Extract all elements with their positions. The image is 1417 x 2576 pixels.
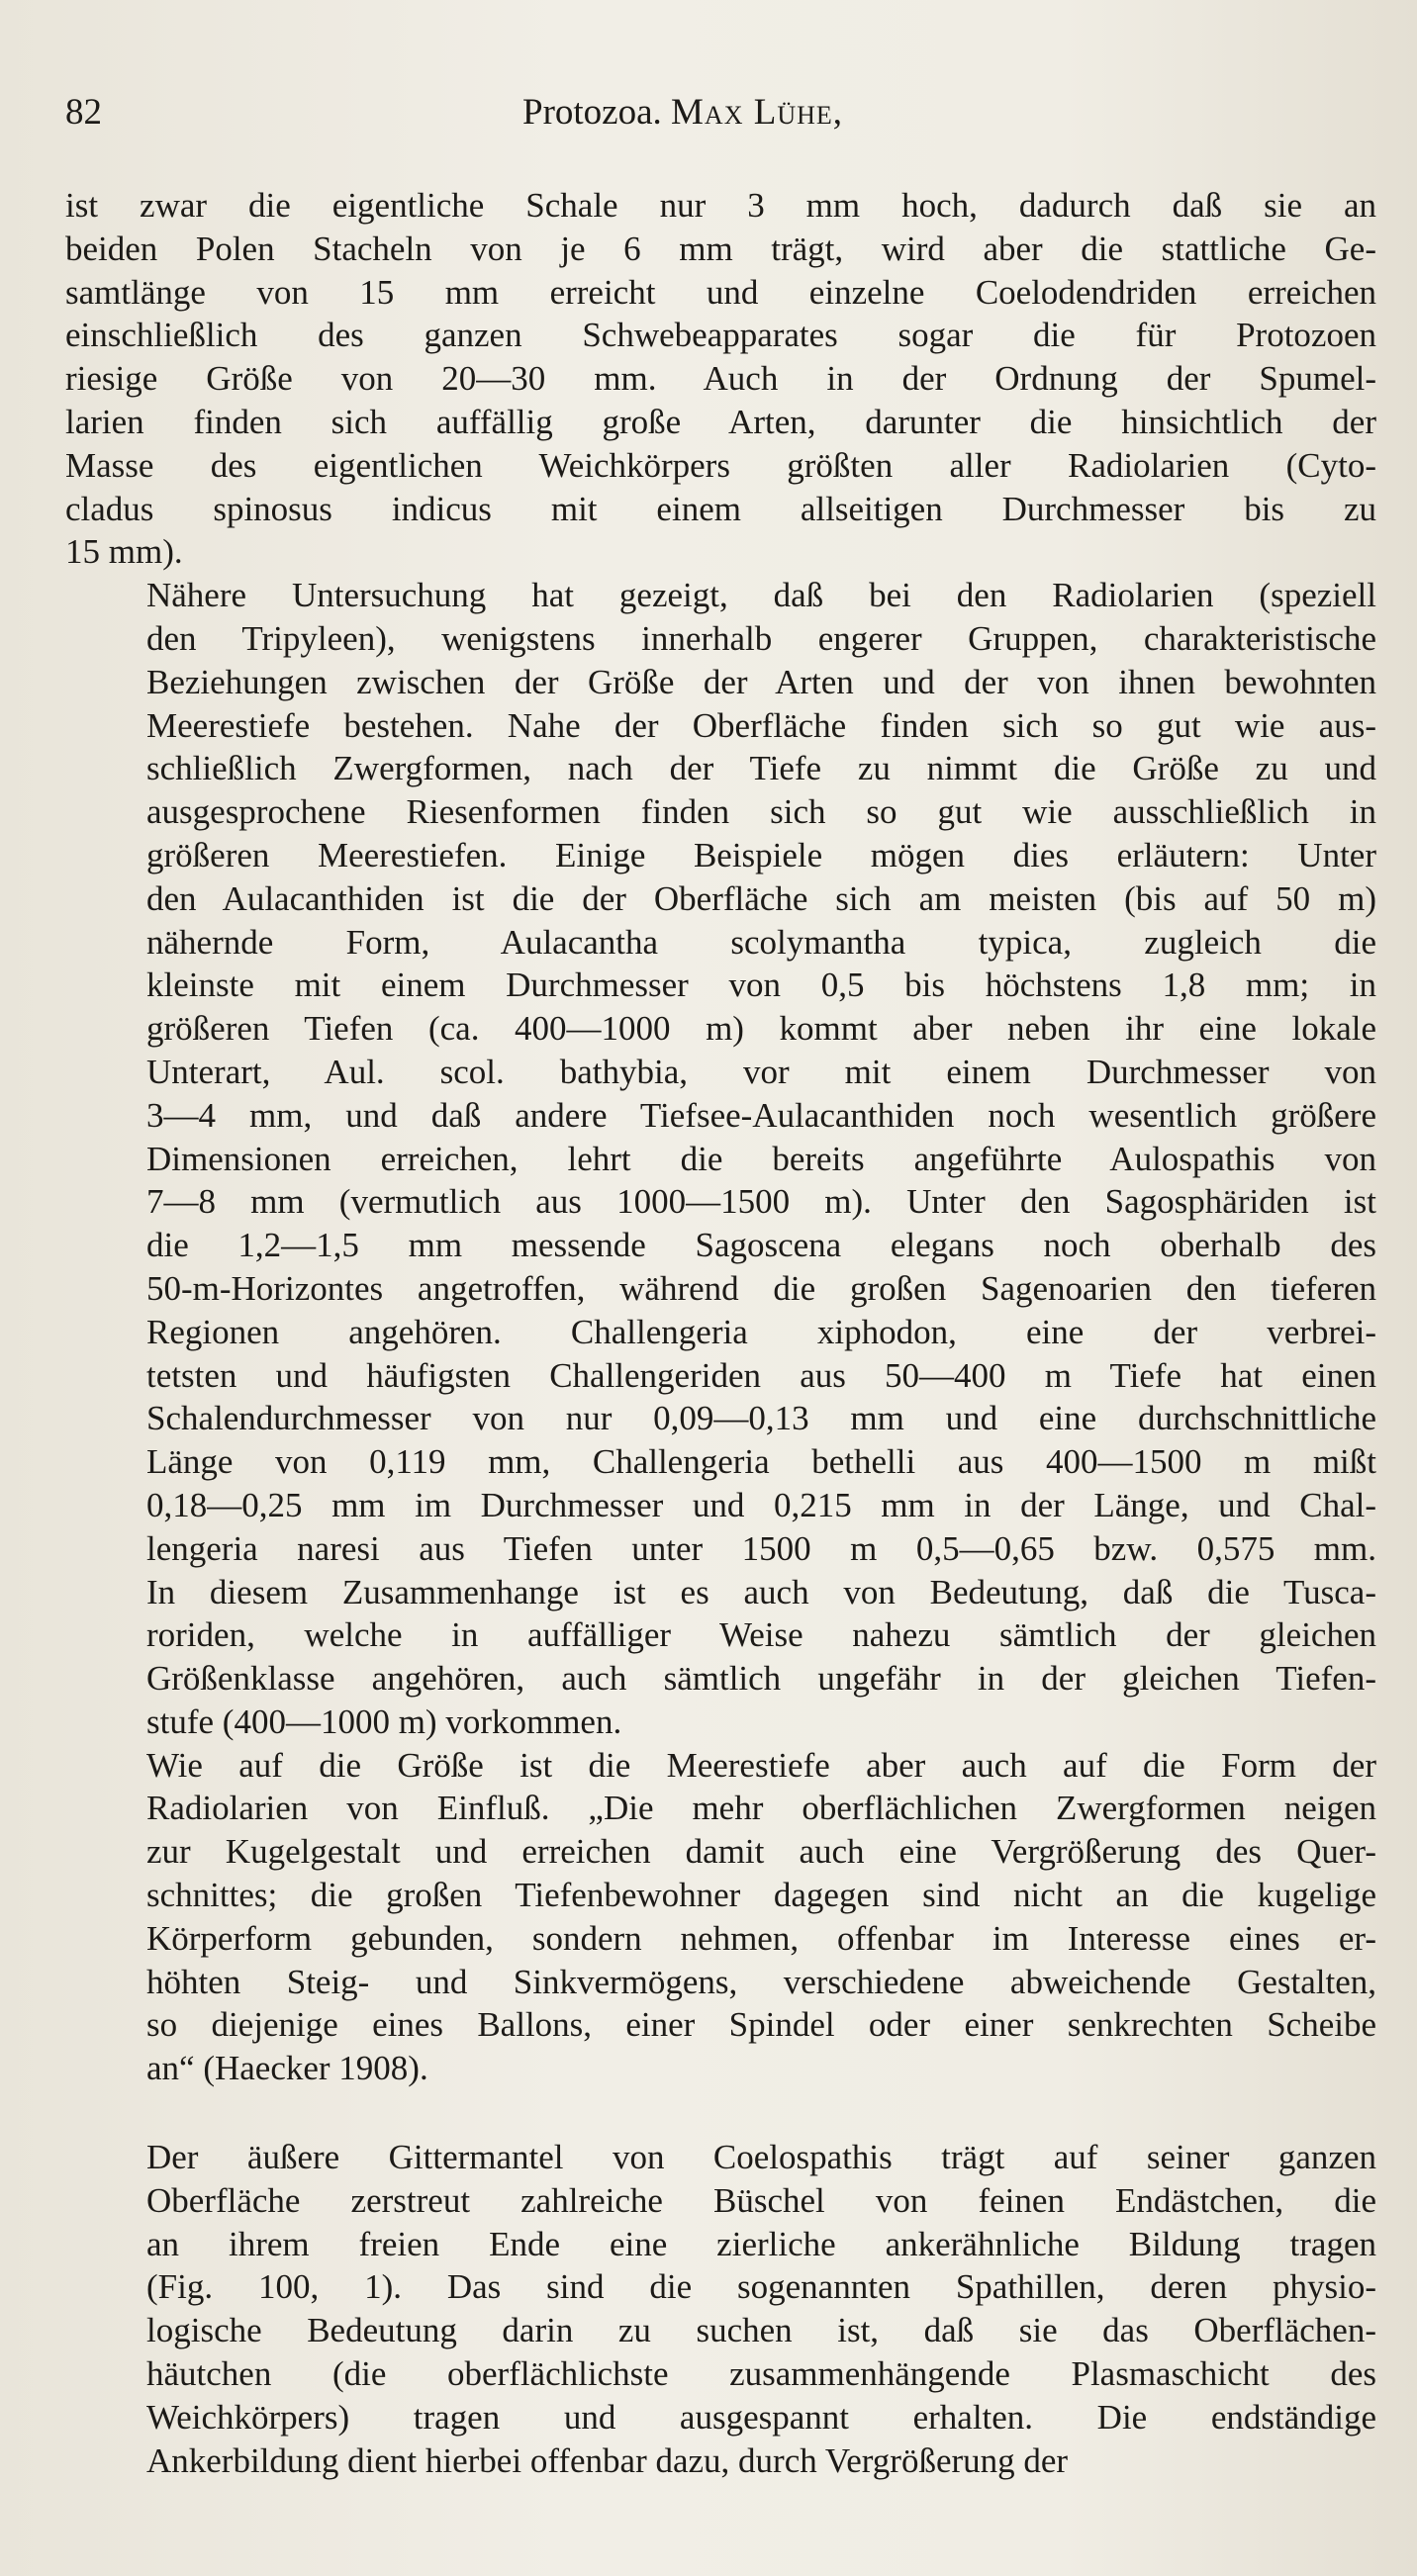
text-line: 3—4 mm, und daß andere Tiefsee-Aulacanthiden noch wesentlich größere xyxy=(146,1095,1376,1135)
text-line: 15 mm). xyxy=(65,532,183,572)
text-line: Nähere Untersuchung hat gezeigt, daß bei den Radiolarien (speziell xyxy=(146,576,1376,615)
paragraph-3 xyxy=(65,1744,1376,2090)
text-line: samtlänge von 15 mm erreicht und einzelne Coelodendriden erreichen xyxy=(65,272,1376,312)
text-line: Masse des eigentlichen Weichkörpers größten aller Radiolarien (Cyto- xyxy=(65,445,1376,485)
text-line: 7—8 mm (vermutlich aus 1000—1500 m). Unter den Sagosphäriden ist xyxy=(146,1182,1376,1222)
text-line: Unterart, Aul. scol. bathybia, vor mit einem Durchmesser von xyxy=(146,1052,1376,1091)
text-line: 0,18—0,25 mm im Durchmesser und 0,215 mm in der Länge, und Chal- xyxy=(146,1485,1376,1524)
text-line: größeren Meerestiefen. Einige Beispiele mögen dies erläutern: Unter xyxy=(146,835,1376,874)
text-line: 50-m-Horizontes angetroffen, während die großen Sagenoarien den tieferen xyxy=(146,1268,1376,1308)
text-line: Meerestiefe bestehen. Nahe der Oberfläche finden sich so gut wie aus- xyxy=(146,705,1376,745)
page-number: 82 xyxy=(65,92,102,133)
text-line: Länge von 0,119 mm, Challengeria bethelli aus 400—1500 m mißt xyxy=(146,1442,1376,1482)
text-line: größeren Tiefen (ca. 400—1000 m) kommt aber neben ihr eine lokale xyxy=(146,1009,1376,1049)
text-line: logische Bedeutung darin zu suchen ist, daß sie das Oberflächen- xyxy=(146,2311,1376,2350)
text-line: stufe (400—1000 m) vorkommen. xyxy=(146,1702,622,1741)
text-line: den Aulacanthiden ist die der Oberfläche sich am meisten (bis auf 50 m) xyxy=(146,878,1376,918)
paragraph-4 xyxy=(65,2136,1376,2482)
text-line: Größenklasse angehören, auch sämtlich ungefähr in der gleichen Tiefen- xyxy=(146,1659,1376,1699)
text-line: an“ (Haecker 1908). xyxy=(146,2049,428,2088)
running-head-author: Max Lühe, xyxy=(671,92,844,133)
text-line: einschließlich des ganzen Schwebeapparates sogar die für Protozoen xyxy=(65,316,1376,355)
text-line: larien finden sich auffällig große Arten, darunter die hinsichtlich der xyxy=(65,402,1376,441)
text-line: Regionen angehören. Challengeria xiphodon, eine der verbrei- xyxy=(146,1312,1376,1351)
text-line: höhten Steig- und Sinkvermögens, verschiedene abweichende Gestalten, xyxy=(146,1962,1376,2001)
text-line: In diesem Zusammenhange ist es auch von Bedeutung, daß die Tusca- xyxy=(146,1572,1376,1611)
text-line: ausgesprochene Riesenformen finden sich so gut wie ausschließlich in xyxy=(146,792,1376,832)
text-line: riesige Größe von 20—30 mm. Auch in der Ordnung der Spumel- xyxy=(65,359,1376,399)
text-line: tetsten und häufigsten Challengeriden aus 50—400 m Tiefe hat einen xyxy=(146,1355,1376,1395)
text-line: Der äußere Gittermantel von Coelospathis trägt auf seiner ganzen xyxy=(146,2138,1376,2177)
text-line: Ankerbildung dient hierbei offenbar dazu, durch Vergrößerung der xyxy=(146,2440,1069,2480)
text-line: cladus spinosus indicus mit einem allseitigen Durchmesser bis zu xyxy=(65,489,1376,528)
running-head xyxy=(522,91,843,134)
text-line: die 1,2—1,5 mm messende Sagoscena elegans noch oberhalb des xyxy=(146,1226,1376,1265)
running-head-prefix: Protozoa. xyxy=(522,92,662,133)
text-line: so diejenige eines Ballons, einer Spindel oder einer senkrechten Scheibe xyxy=(146,2005,1376,2045)
text-line: ist zwar die eigentliche Schale nur 3 mm hoch, dadurch daß sie an xyxy=(65,186,1376,225)
text-line: zur Kugelgestalt und erreichen damit auch eine Vergrößerung des Quer- xyxy=(146,1832,1376,1872)
text-line: lengeria naresi aus Tiefen unter 1500 m 0,5—0,65 bzw. 0,575 mm. xyxy=(146,1528,1376,1568)
page-header xyxy=(65,91,1377,140)
text-line: an ihrem freien Ende eine zierliche ankerähnliche Bildung tragen xyxy=(146,2224,1376,2263)
text-line: Schalendurchmesser von nur 0,09—0,13 mm und eine durchschnittliche xyxy=(146,1399,1376,1438)
text-line: Oberfläche zerstreut zahlreiche Büschel von feinen Endästchen, die xyxy=(146,2180,1376,2220)
text-line: nähernde Form, Aulacantha scolymantha typica, zugleich die xyxy=(146,922,1376,962)
text-line: (Fig. 100, 1). Das sind die sogenannten Spathillen, deren physio- xyxy=(146,2267,1376,2307)
text-line: Radiolarien von Einfluß. „Die mehr oberflächlichen Zwergformen neigen xyxy=(146,1789,1376,1828)
text-line: Körperform gebunden, sondern nehmen, offenbar im Interesse eines er- xyxy=(146,1918,1376,1958)
text-line: beiden Polen Stacheln von je 6 mm trägt, wird aber die stattliche Ge- xyxy=(65,229,1376,268)
text-line: schließlich Zwergformen, nach der Tiefe zu nimmt die Größe zu und xyxy=(146,749,1376,788)
text-line: kleinste mit einem Durchmesser von 0,5 bis höchstens 1,8 mm; in xyxy=(146,966,1376,1005)
text-line: Wie auf die Größe ist die Meerestiefe aber auch auf die Form der xyxy=(146,1745,1376,1785)
text-line: häutchen (die oberflächlichste zusammenhängende Plasmaschicht des xyxy=(146,2354,1376,2394)
text-line: den Tripyleen), wenigstens innerhalb engerer Gruppen, charakteristische xyxy=(146,618,1376,658)
text-line: schnittes; die großen Tiefenbewohner dagegen sind nicht an die kugelige xyxy=(146,1876,1376,1915)
paragraph-2 xyxy=(65,574,1376,1744)
body-text xyxy=(65,184,1376,2482)
text-line: Beziehungen zwischen der Größe der Arten und der von ihnen bewohnten xyxy=(146,662,1376,701)
text-line: Weichkörpers) tragen und ausgespannt erhalten. Die endständige xyxy=(146,2397,1376,2437)
paragraph-1 xyxy=(65,184,1376,574)
text-line: Dimensionen erreichen, lehrt die bereits angeführte Aulospathis von xyxy=(146,1139,1376,1178)
text-line: roriden, welche in auffälliger Weise nahezu sämtlich der gleichen xyxy=(146,1615,1376,1655)
